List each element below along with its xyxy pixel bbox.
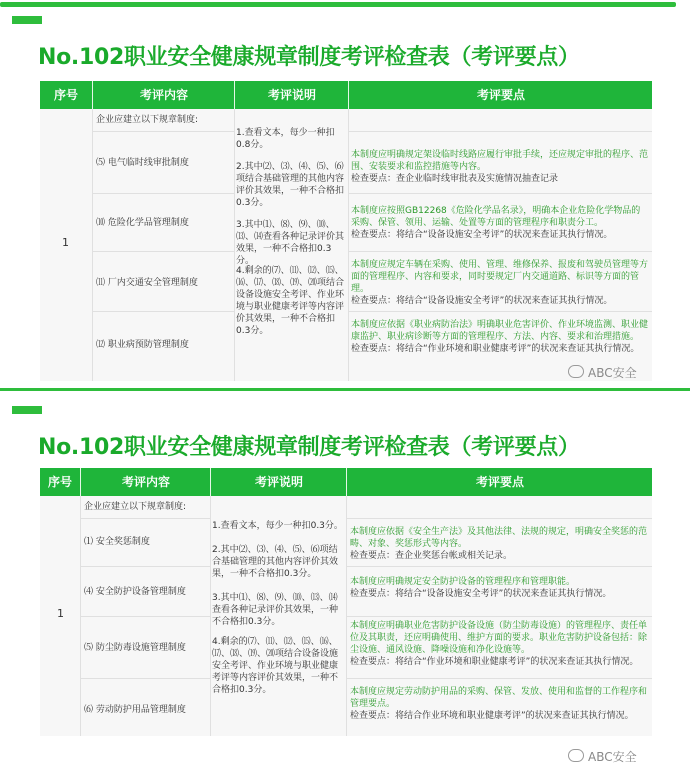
page-title: No.102职业安全健康规章制度考评检查表（考评要点） xyxy=(38,45,580,70)
point-block xyxy=(350,526,648,562)
explain-text: 1.查看文本，每少一种扣0.3分。 xyxy=(212,521,343,531)
header-seq: 序号 xyxy=(53,88,78,102)
top-accent-bar xyxy=(0,2,676,7)
wechat-icon xyxy=(568,749,584,762)
list-item: ⑿ 职业病预防管理制度 xyxy=(96,340,189,350)
list-item: ⑹ 劳动防护用品管理制度 xyxy=(84,705,186,715)
point-requirement: 本制度应明确职业危害防护设备设施（防尘防毒设施）的管理程序、责任单位及其职责，还应明确使用、维护方面的要求。职业危害防护设备包括：除尘设施、通风设施、降噪设施和净化设施等。 xyxy=(350,621,648,655)
point-block xyxy=(350,620,648,668)
header-explain: 考评说明 xyxy=(210,468,347,496)
explain-text: 4.剩余的⑺、⑾、⑿、⒂、⒃、⒄、⒅、⒆、⒇项结合设备设施安全考评、作业环境与职业健康考评等内容评价其效果，一种不合格扣0.3分。 xyxy=(236,266,345,336)
point-check: 检查要点：将结合“作业环境和职业健康考评”的状况来查证其执行情况。 xyxy=(351,344,640,354)
point-check: 检查要点：查企业奖惩台帐或相关记录。 xyxy=(350,551,513,561)
point-requirement: 本制度应明确规定安全防护设备的管理程序和管理职能。 xyxy=(350,577,576,587)
page-title: No.102职业安全健康规章制度考评检查表（考评要点） xyxy=(38,435,580,460)
table-body xyxy=(40,496,652,736)
point-block xyxy=(350,686,648,722)
point-check: 检查要点：将结合“设备设施安全考评”的状况来查证其执行情况。 xyxy=(351,296,613,306)
explain-text: 1.查看文本，每少一种扣0.8分。 xyxy=(236,128,335,150)
point-requirement: 本制度应规定车辆在采购、使用、管理、维修保养、报废和驾驶员管理等方面的管理程序、内容和要求，同时要规定厂内交通道路、标识等方面的管理。 xyxy=(351,260,649,294)
list-item: ⑸ 防尘防毒设施管理制度 xyxy=(84,643,186,653)
point-requirement: 本制度应依据《安全生产法》及其他法律、法规的规定，明确安全奖惩的范畴、对象、奖惩形式等内容。 xyxy=(350,527,648,549)
point-block xyxy=(351,259,649,307)
point-check: 检查要点：将结合作业环境和职业健康考评”的状况来查证其执行情况。 xyxy=(350,711,634,721)
point-check: 检查要点：将结合“作业环境和职业健康考评”的状况来查证其执行情况。 xyxy=(350,657,639,667)
list-item: ⑴ 安全奖惩制度 xyxy=(84,537,150,547)
list-item: ⑽ 危险化学品管理制度 xyxy=(96,218,189,228)
watermark: ABC安全 xyxy=(568,748,637,765)
explain-text: 2.其中⑵、⑶、⑷、⑸、⑹项结合基础管理的其他内容评价其效果，一种不合格扣0.3分。 xyxy=(212,545,339,579)
point-check: 检查要点：将结合“设备设施安全考评”的状况来查证其执行情况。 xyxy=(351,230,613,240)
point-requirement: 本制度应规定劳动防护用品的采购、保管、发放、使用和监督的工作程序和管理要点。 xyxy=(350,687,648,709)
header-content: 考评内容 xyxy=(92,81,235,109)
table-header xyxy=(40,81,652,109)
point-requirement: 本制度应按照GB12268《危险化学品名录》，明确本企业危险化学物品的采购、保管、领用、运输、处置等方面的管理程序和职责分工。 xyxy=(351,206,641,228)
header-points: 考评要点 xyxy=(346,468,653,496)
point-requirement: 本制度应依据《职业病防治法》明确职业危害评价、作业环境监测、职业健康监护、职业病诊断等方面的管理程序、方法、内容、要求和治理措施。 xyxy=(351,320,649,342)
list-item: ⑷ 安全防护设备管理制度 xyxy=(84,587,186,597)
header-content: 考评内容 xyxy=(80,468,211,496)
table-header xyxy=(40,468,652,496)
point-block xyxy=(351,319,649,355)
explain-text: 3.其中⑴、⑻、⑼、⑽、⒀、⒁查看各种记录评价其效果，一种不合格扣0.3分。 xyxy=(236,220,345,266)
list-item: ⑾ 厂内交通安全管理制度 xyxy=(96,278,198,288)
point-block xyxy=(351,149,649,185)
point-check: 检查要点：查企业临时线审批表及实施情况抽查记录 xyxy=(351,174,559,184)
seq-number: 1 xyxy=(57,607,64,620)
intro-text: 企业应建立以下规章制度: xyxy=(84,502,187,512)
slide-panel-2 xyxy=(0,392,690,776)
point-requirement: 本制度应明确规定架设临时线路应履行审批手续，还应规定审批的程序、范围、安装要求和监控措施等内容。 xyxy=(351,150,649,172)
accent-tab xyxy=(12,16,42,24)
seq-number: 1 xyxy=(62,236,69,249)
header-seq: 序号 xyxy=(47,475,72,489)
watermark: ABC安全 xyxy=(568,364,637,381)
wechat-icon xyxy=(568,365,584,378)
point-block xyxy=(351,205,649,241)
explain-text: 4.剩余的⑺、⑾、⑿、⒂、⒃、⒄、⒅、⒆、⒇项结合设备设施安全考评、作业环境与职业健康考评等内容评价其效果，一种不合格扣0.3分。 xyxy=(212,637,339,695)
explain-text: 3.其中⑴、⑻、⑼、⑽、⒀、⒁查看各种记录评价其效果，一种不合格扣0.3分。 xyxy=(212,593,339,627)
intro-text: 企业应建立以下规章制度: xyxy=(96,115,199,125)
panel-divider xyxy=(0,388,690,391)
point-check: 检查要点：将结合“设备设施安全考评”的状况来查证其执行情况。 xyxy=(350,589,612,599)
header-explain: 考评说明 xyxy=(234,81,349,109)
header-points: 考评要点 xyxy=(348,81,653,109)
accent-tab xyxy=(12,406,42,414)
explain-text: 2.其中⑵、⑶、⑷、⑸、⑹项结合基础管理的其他内容评价其效果，一种不合格扣0.3分。 xyxy=(236,162,345,208)
list-item: ⑸ 电气临时线审批制度 xyxy=(96,158,189,168)
table-body xyxy=(40,109,652,381)
point-block xyxy=(350,576,648,600)
